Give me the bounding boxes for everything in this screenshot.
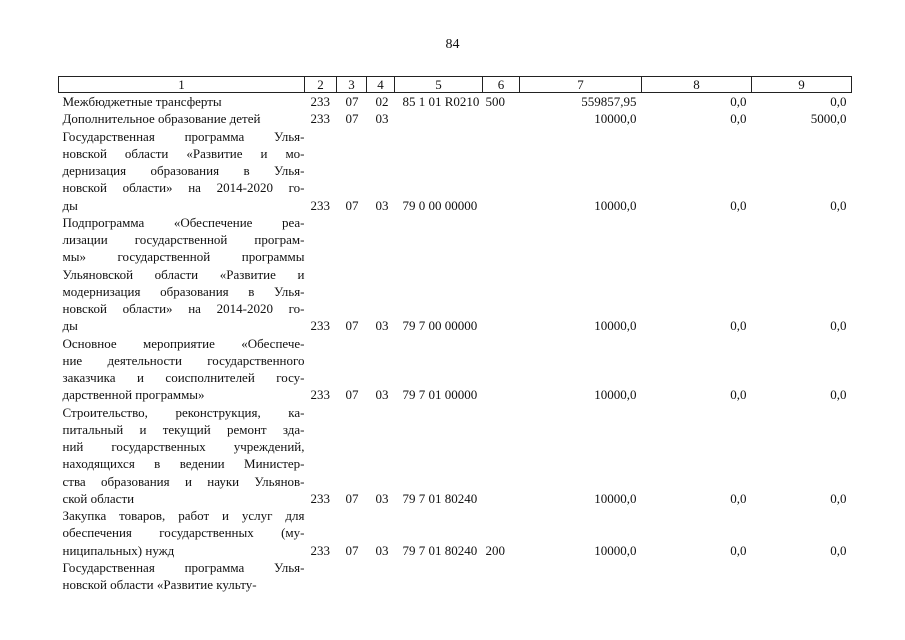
row-name-line: Закупка товаров, работ и услуг для bbox=[62, 508, 305, 523]
subsection-cell: 03 bbox=[375, 197, 389, 213]
amount-cell: 0,0 bbox=[730, 111, 747, 127]
row-name-cell bbox=[59, 93, 305, 111]
row-name-line: находящихся в ведении Министер- bbox=[62, 456, 305, 472]
header-cell: 1 bbox=[59, 77, 305, 93]
expense-type-cell bbox=[483, 110, 520, 127]
subsection-cell: 03 bbox=[375, 490, 389, 506]
subsection-cell: 03 bbox=[375, 387, 389, 403]
row-name-line: ской области bbox=[62, 490, 135, 506]
subsection-cell: 03 bbox=[375, 542, 389, 558]
table-body bbox=[59, 93, 852, 594]
table-row bbox=[59, 93, 852, 111]
row-name-line: ды bbox=[62, 197, 78, 213]
row-name-line: ний государственных учреждений, bbox=[62, 439, 305, 454]
row-name-cell bbox=[59, 559, 305, 594]
expense-type-cell bbox=[483, 335, 520, 404]
row-name-cell bbox=[59, 214, 305, 335]
row-name-line: Государственная программа Улья- bbox=[62, 128, 305, 144]
row-name-line: новской области «Развитие и мо- bbox=[62, 145, 305, 161]
header-cell: 3 bbox=[337, 77, 367, 93]
amount-cell: 0,0 bbox=[830, 94, 847, 109]
header-cell: 6 bbox=[483, 77, 520, 93]
amount-cell: 0,0 bbox=[830, 318, 847, 334]
target-article-cell: 79 7 01 80240 bbox=[402, 490, 478, 506]
amount-cell: 10000,0 bbox=[594, 542, 637, 558]
section-cell: 07 bbox=[345, 318, 359, 334]
grbs-cell: 233 bbox=[310, 318, 330, 334]
grbs-cell: 233 bbox=[310, 387, 330, 403]
amount-cell: 10000,0 bbox=[594, 318, 637, 334]
row-name-line: заказчика и соисполнителей госу- bbox=[62, 370, 305, 385]
table-header-row bbox=[59, 77, 852, 93]
amount-cell: 0,0 bbox=[830, 197, 847, 213]
expense-type-cell bbox=[483, 404, 520, 508]
header-cell: 5 bbox=[395, 77, 483, 93]
row-name-cell bbox=[59, 335, 305, 404]
row-name-line: дарственной программы» bbox=[62, 387, 205, 403]
expense-type-cell bbox=[483, 214, 520, 335]
subsection-cell: 03 bbox=[375, 318, 389, 334]
expense-type-cell: 500 bbox=[485, 94, 505, 109]
grbs-cell: 233 bbox=[310, 94, 330, 109]
target-article-cell bbox=[395, 110, 483, 127]
grbs-cell: 233 bbox=[310, 111, 330, 127]
row-name-line: Строительство, реконструкция, ка- bbox=[62, 404, 305, 420]
row-name-line: модернизация образования в Улья- bbox=[62, 283, 305, 299]
subsection-cell: 03 bbox=[375, 111, 389, 127]
section-cell: 07 bbox=[345, 197, 359, 213]
section-cell: 07 bbox=[345, 387, 359, 403]
amount-cell: 559857,95 bbox=[581, 94, 637, 109]
amount-cell: 5000,0 bbox=[810, 111, 847, 127]
row-name-line: лизации государственной програм- bbox=[62, 232, 305, 247]
table-row bbox=[59, 404, 852, 508]
target-article-cell: 85 1 01 R0210 bbox=[402, 94, 480, 109]
row-name-line: новской области» на 2014-2020 го- bbox=[62, 180, 305, 196]
target-article-cell: 79 7 01 00000 bbox=[402, 387, 478, 403]
table-row bbox=[59, 507, 852, 559]
row-name-line: питальный и текущий ремонт зда- bbox=[62, 421, 305, 437]
row-name-line: Подпрограмма «Обеспечение реа- bbox=[62, 214, 305, 230]
target-article-cell: 79 7 00 00000 bbox=[402, 318, 478, 334]
amount-cell: 10000,0 bbox=[594, 197, 637, 213]
amount-cell: 10000,0 bbox=[594, 387, 637, 403]
table-row bbox=[59, 559, 852, 594]
subsection-cell bbox=[367, 559, 395, 594]
row-name-line: Межбюджетные трансферты bbox=[62, 94, 222, 109]
amount-cell: 0,0 bbox=[830, 490, 847, 506]
target-article-cell bbox=[395, 559, 483, 594]
amount-cell: 0,0 bbox=[830, 542, 847, 558]
row-name-line: ды bbox=[62, 318, 78, 334]
grbs-cell bbox=[305, 559, 337, 594]
row-name-line: дернизация образования в Улья- bbox=[62, 163, 305, 178]
amount-cell: 10000,0 bbox=[594, 111, 637, 127]
amount-cell: 0,0 bbox=[730, 197, 747, 213]
target-article-cell: 79 0 00 00000 bbox=[402, 197, 478, 213]
row-name-line: новской области» на 2014-2020 го- bbox=[62, 301, 305, 316]
header-cell: 2 bbox=[305, 77, 337, 93]
section-cell bbox=[337, 559, 367, 594]
amount-cell: 0,0 bbox=[730, 318, 747, 334]
header-cell: 8 bbox=[642, 77, 752, 93]
grbs-cell: 233 bbox=[310, 197, 330, 213]
header-cell: 9 bbox=[752, 77, 852, 93]
row-name-cell bbox=[59, 110, 305, 127]
table-row bbox=[59, 214, 852, 335]
header-cell: 7 bbox=[520, 77, 642, 93]
table-row bbox=[59, 110, 852, 127]
row-name-line: обеспечения государственных (му- bbox=[62, 525, 305, 541]
row-name-line: Ульяновской области «Развитие и bbox=[62, 266, 305, 282]
expense-type-cell bbox=[483, 559, 520, 594]
amount-cell: 0,0 bbox=[830, 387, 847, 403]
grbs-cell: 233 bbox=[310, 490, 330, 506]
amount-cell: 10000,0 bbox=[594, 490, 637, 506]
target-article-cell: 79 7 01 80240 bbox=[402, 542, 478, 558]
section-cell: 07 bbox=[345, 111, 359, 127]
row-name-line: Государственная программа Улья- bbox=[62, 559, 305, 575]
section-cell: 07 bbox=[345, 542, 359, 558]
page-number: 84 bbox=[445, 37, 460, 52]
section-cell: 07 bbox=[345, 94, 359, 109]
budget-table bbox=[58, 76, 852, 593]
row-name-cell bbox=[59, 507, 305, 559]
section-cell: 07 bbox=[345, 490, 359, 506]
amount-cell: 0,0 bbox=[730, 490, 747, 506]
expense-type-cell bbox=[483, 128, 520, 214]
amount-cell bbox=[642, 559, 752, 594]
row-name-line: ства образования и науки Ульянов- bbox=[62, 473, 305, 489]
amount-cell: 0,0 bbox=[730, 387, 747, 403]
row-name-cell bbox=[59, 404, 305, 508]
row-name-line: мы» государственной программы bbox=[62, 249, 305, 265]
row-name-line: ние деятельности государственного bbox=[62, 352, 305, 368]
expense-type-cell: 200 bbox=[485, 542, 505, 558]
amount-cell bbox=[520, 559, 642, 594]
subsection-cell: 02 bbox=[375, 94, 389, 109]
table-row bbox=[59, 128, 852, 214]
row-name-line: новской области «Развитие культу- bbox=[62, 577, 257, 592]
table-row bbox=[59, 335, 852, 404]
amount-cell: 0,0 bbox=[730, 94, 747, 109]
grbs-cell: 233 bbox=[310, 542, 330, 558]
row-name-cell bbox=[59, 128, 305, 214]
header-cell: 4 bbox=[367, 77, 395, 93]
amount-cell bbox=[752, 559, 852, 594]
amount-cell: 0,0 bbox=[730, 542, 747, 558]
row-name-line: ниципальных) нужд bbox=[62, 542, 175, 558]
row-name-line: Основное мероприятие «Обеспече- bbox=[62, 335, 305, 351]
row-name-line: Дополнительное образование детей bbox=[62, 111, 261, 127]
